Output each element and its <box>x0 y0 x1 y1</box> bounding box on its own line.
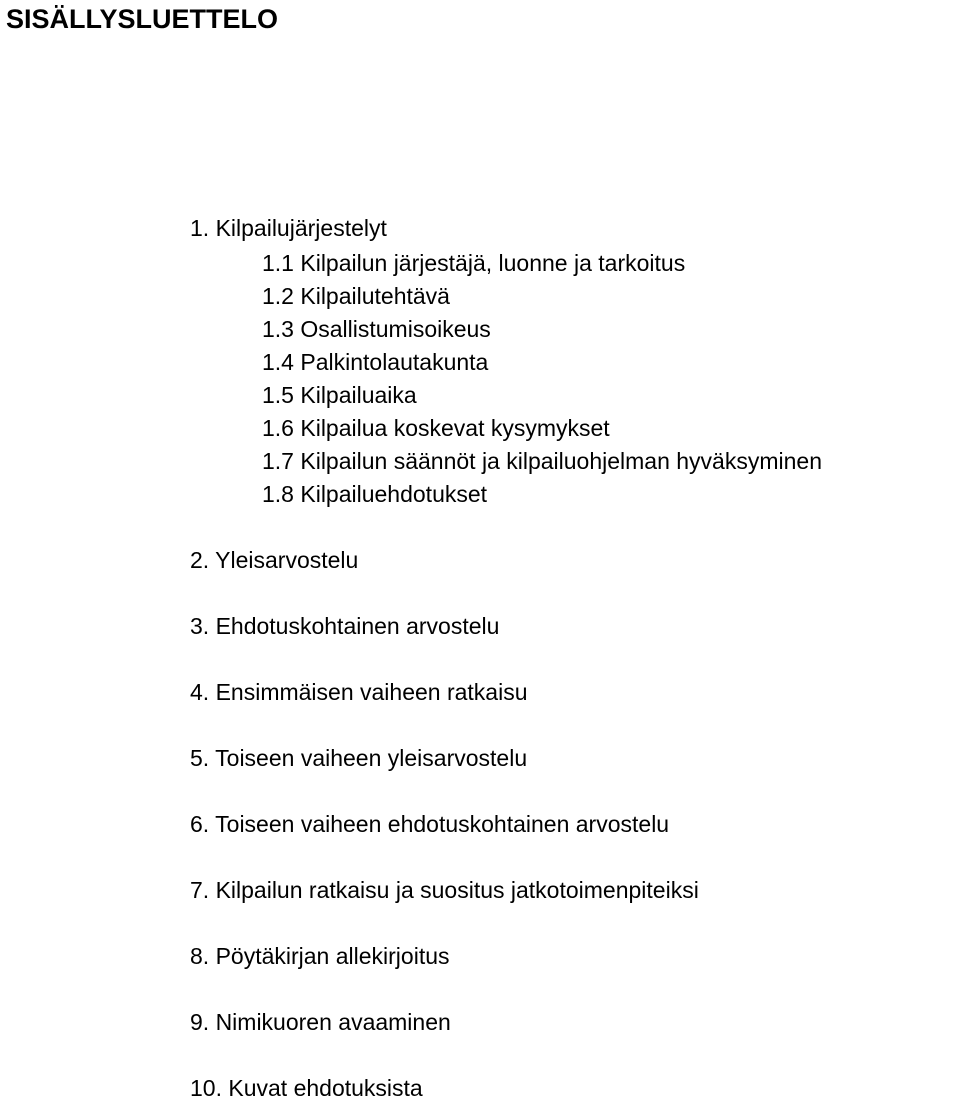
toc-subsection-1-7: 1.7 Kilpailun säännöt ja kilpailuohjelman hyväksyminen <box>262 448 822 474</box>
toc-subsection-1-5: 1.5 Kilpailuaika <box>262 382 417 408</box>
page-title: SISÄLLYSLUETTELO <box>6 4 279 34</box>
toc-section-7: 7. Kilpailun ratkaisu ja suositus jatkotoimenpiteiksi <box>190 877 699 903</box>
toc-section-10: 10. Kuvat ehdotuksista <box>190 1075 423 1101</box>
toc-section-9: 9. Nimikuoren avaaminen <box>190 1009 451 1035</box>
toc-section-1: 1. Kilpailujärjestelyt <box>190 215 387 241</box>
toc-section-2: 2. Yleisarvostelu <box>190 547 359 573</box>
toc-section-5: 5. Toiseen vaiheen yleisarvostelu <box>190 745 528 771</box>
toc-subsection-1-1: 1.1 Kilpailun järjestäjä, luonne ja tarkoitus <box>262 250 686 276</box>
toc-subsection-1-6: 1.6 Kilpailua koskevat kysymykset <box>262 415 610 441</box>
toc-section-4: 4. Ensimmäisen vaiheen ratkaisu <box>190 679 528 705</box>
toc-subsection-1-2: 1.2 Kilpailutehtävä <box>262 283 450 309</box>
toc-section-6: 6. Toiseen vaiheen ehdotuskohtainen arvostelu <box>190 811 670 837</box>
toc-section-8: 8. Pöytäkirjan allekirjoitus <box>190 943 450 969</box>
toc-subsection-1-8: 1.8 Kilpailuehdotukset <box>262 481 488 507</box>
toc-subsection-1-3: 1.3 Osallistumisoikeus <box>262 316 491 342</box>
toc-section-3: 3. Ehdotuskohtainen arvostelu <box>190 613 500 639</box>
toc-subsection-1-4: 1.4 Palkintolautakunta <box>262 349 489 375</box>
